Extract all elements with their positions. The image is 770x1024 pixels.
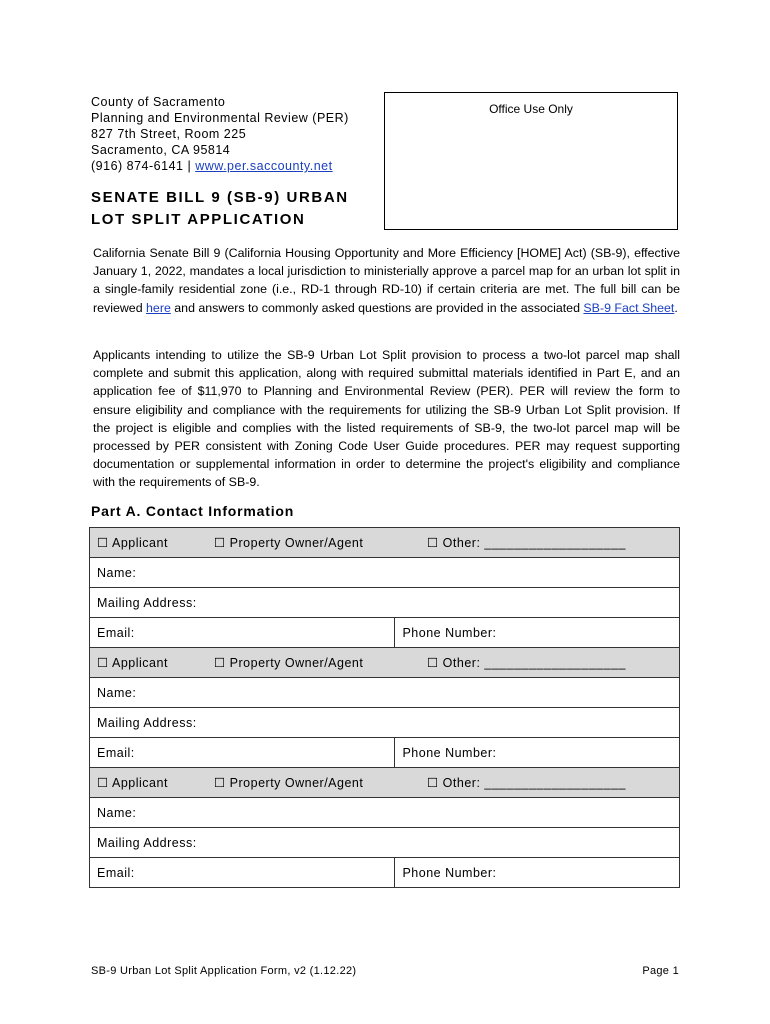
email-field[interactable]: Email: xyxy=(90,858,395,888)
phone-number-field[interactable]: Phone Number: xyxy=(395,618,680,648)
requirements-paragraph: Applicants intending to utilize the SB-9 Urban Lot Split provision to process a two-lot parcel map shall complete and submit this application, along with required submittal materials identified in Part E, and an application fee of $11,970 to Planning and Environmental Review (PER). PER will review the form to ensure eligibility and compliance with the requirements for utilizing the SB-9 Urban Lot Split provision. If the project is eligible and complies with the listed requirements of SB-9, the two-lot parcel map will be processed by PER consistent with Zoning Code User Guide procedures. PER may request supporting documentation or supplemental information in order to determine the project's eligibility and compliance with the requirements of SB-9. xyxy=(93,348,680,490)
other-checkbox[interactable]: ☐ Other: ___________________ xyxy=(427,536,626,550)
street-address: 827 7th Street, Room 225 xyxy=(91,127,247,141)
intro-text-after: . xyxy=(674,300,678,315)
form-title-line-1: SENATE BILL 9 (SB-9) URBAN xyxy=(91,189,349,206)
agency-header xyxy=(91,94,349,174)
property-owner-agent-checkbox[interactable]: ☐ Property Owner/Agent xyxy=(214,656,364,670)
phone-number: (916) 874-6141 | xyxy=(91,159,196,173)
contact-role-row xyxy=(90,528,680,558)
bill-link[interactable]: here xyxy=(146,300,171,315)
department-name: Planning and Environmental Review (PER) xyxy=(91,111,349,125)
name-row xyxy=(90,798,680,828)
website-link[interactable]: www.per.saccounty.net xyxy=(195,159,333,173)
name-row xyxy=(90,558,680,588)
contact-role-row xyxy=(90,768,680,798)
footer-page-number: Page 1 xyxy=(642,965,679,977)
mailing-address-row xyxy=(90,708,680,738)
mailing-address-field[interactable]: Mailing Address: xyxy=(90,588,680,618)
intro-text-before: California Senate Bill 9 (California Housing Opportunity and More Efficiency [HOME] Act) (SB-9), effective January 1, 2022, mandates a local jurisdiction to ministerially approve a parcel map for an urban lot split in a single-family residential zone (i.e., RD-1 through RD-10) if certain criteria are met. The full bill can be reviewed xyxy=(93,246,680,315)
part-a-title: Part A. Contact Information xyxy=(91,503,295,519)
contact-line xyxy=(91,158,349,174)
name-field[interactable]: Name: xyxy=(90,678,680,708)
city-address: Sacramento, CA 95814 xyxy=(91,143,231,157)
phone-number-field[interactable]: Phone Number: xyxy=(395,738,680,768)
property-owner-agent-checkbox[interactable]: ☐ Property Owner/Agent xyxy=(214,536,364,550)
form-title-line-2: LOT SPLIT APPLICATION xyxy=(91,211,306,228)
footer-form-name: SB-9 Urban Lot Split Application Form, v2 (1.12.22) xyxy=(91,965,357,977)
intro-paragraph xyxy=(93,244,680,317)
form-title xyxy=(91,187,349,231)
contact-information-table xyxy=(89,527,680,888)
intro-text-middle: and answers to commonly asked questions are provided in the associated xyxy=(170,300,584,315)
email-phone-row xyxy=(90,858,680,888)
other-checkbox[interactable]: ☐ Other: ___________________ xyxy=(427,776,626,790)
other-checkbox[interactable]: ☐ Other: ___________________ xyxy=(427,656,626,670)
contact-role-row xyxy=(90,648,680,678)
name-field[interactable]: Name: xyxy=(90,558,680,588)
name-row xyxy=(90,678,680,708)
applicant-checkbox[interactable]: ☐ Applicant xyxy=(97,776,168,790)
applicant-checkbox[interactable]: ☐ Applicant xyxy=(97,536,168,550)
phone-number-field[interactable]: Phone Number: xyxy=(395,858,680,888)
email-field[interactable]: Email: xyxy=(90,738,395,768)
office-use-box xyxy=(384,92,678,230)
applicant-checkbox[interactable]: ☐ Applicant xyxy=(97,656,168,670)
email-phone-row xyxy=(90,618,680,648)
fact-sheet-link[interactable]: SB-9 Fact Sheet xyxy=(583,300,675,315)
mailing-address-row xyxy=(90,828,680,858)
email-phone-row xyxy=(90,738,680,768)
email-field[interactable]: Email: xyxy=(90,618,395,648)
office-use-label: Office Use Only xyxy=(489,102,573,116)
mailing-address-row xyxy=(90,588,680,618)
org-name: County of Sacramento xyxy=(91,95,226,109)
mailing-address-field[interactable]: Mailing Address: xyxy=(90,828,680,858)
name-field[interactable]: Name: xyxy=(90,798,680,828)
property-owner-agent-checkbox[interactable]: ☐ Property Owner/Agent xyxy=(214,776,364,790)
mailing-address-field[interactable]: Mailing Address: xyxy=(90,708,680,738)
